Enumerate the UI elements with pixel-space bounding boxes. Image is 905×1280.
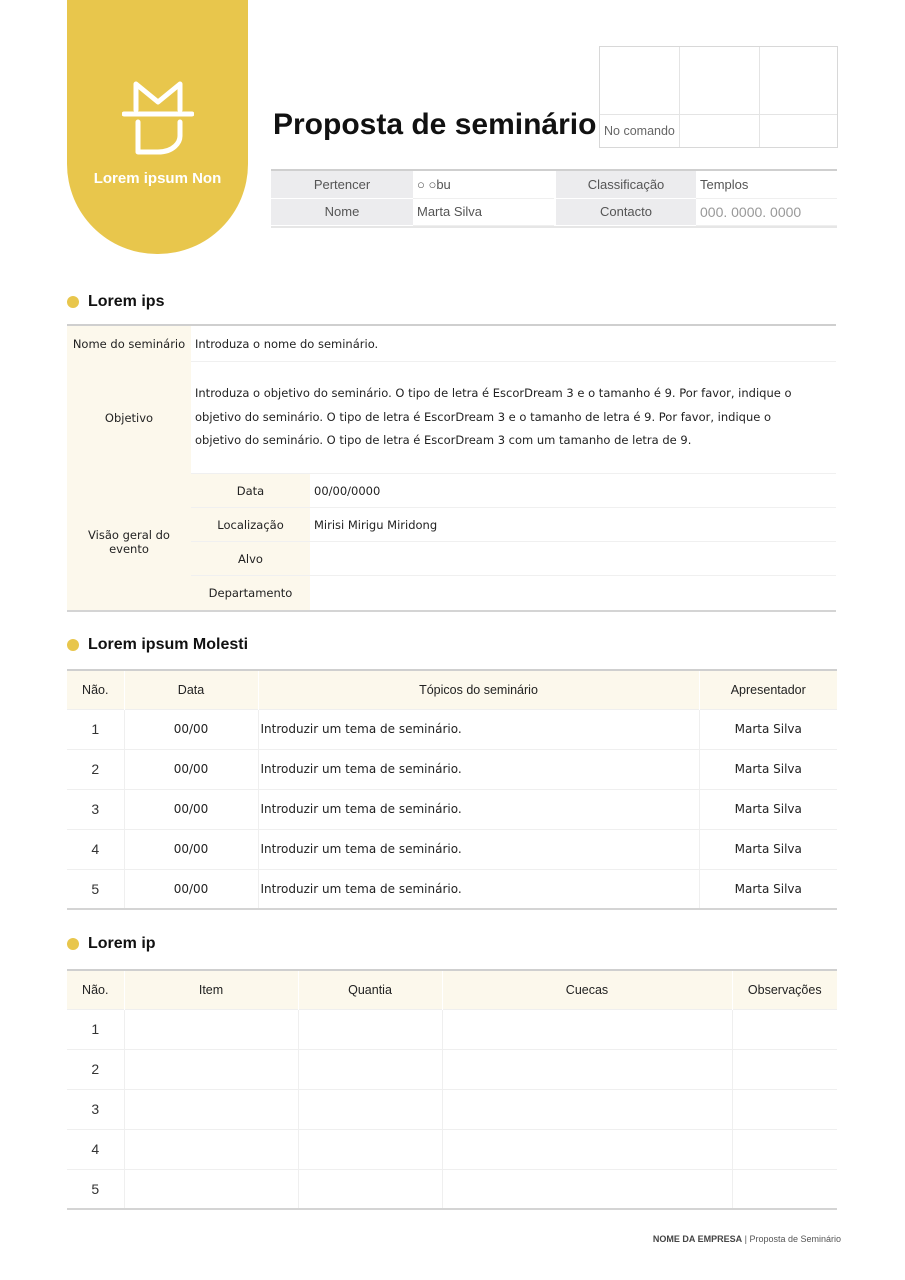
row-number: 5: [67, 1169, 124, 1209]
col-header: Não.: [67, 670, 124, 709]
approval-label-cell: [600, 115, 680, 147]
approval-cell[interactable]: [760, 47, 837, 115]
page-footer: [653, 1234, 841, 1244]
row-presenter[interactable]: Marta Silva: [699, 869, 837, 909]
row-topic[interactable]: Introduzir um tema de seminário.: [258, 749, 699, 789]
overview-location-label: Localização: [191, 508, 310, 541]
bullet-dot: [67, 938, 79, 950]
section-heading: [67, 935, 156, 953]
seminar-name-label: Nome do seminário: [67, 326, 191, 362]
notes-cell[interactable]: [732, 1089, 837, 1129]
table-row: [67, 869, 837, 909]
row-topic[interactable]: Introduzir um tema de seminário.: [258, 789, 699, 829]
cuecas-cell[interactable]: [442, 1129, 732, 1169]
row-presenter[interactable]: Marta Silva: [699, 829, 837, 869]
class-value[interactable]: Templos: [696, 171, 837, 199]
item-cell[interactable]: [124, 1049, 298, 1089]
row-number: 4: [67, 829, 124, 869]
quantity-cell[interactable]: [298, 1049, 442, 1089]
contact-label: Contacto: [554, 199, 696, 227]
overview-row: [191, 576, 836, 610]
overview-department-label: Departamento: [191, 576, 310, 610]
notes-cell[interactable]: [732, 1049, 837, 1089]
col-header: Observações: [732, 970, 837, 1009]
row-topic[interactable]: Introduzir um tema de seminário.: [258, 709, 699, 749]
section-title: Lorem ip: [88, 935, 156, 952]
logo-tab: [67, 0, 248, 254]
table-row: [67, 789, 837, 829]
item-cell[interactable]: [124, 1129, 298, 1169]
quantity-cell[interactable]: [298, 1089, 442, 1129]
cuecas-cell[interactable]: [442, 1169, 732, 1209]
seminar-name-value[interactable]: Introduza o nome do seminário.: [191, 326, 836, 362]
cuecas-cell[interactable]: [442, 1009, 732, 1049]
logo-icon: [122, 80, 194, 160]
cuecas-cell[interactable]: [442, 1089, 732, 1129]
row-topic[interactable]: Introduzir um tema de seminário.: [258, 869, 699, 909]
overview-table: [191, 474, 836, 610]
col-header: Apresentador: [699, 670, 837, 709]
row-presenter[interactable]: Marta Silva: [699, 789, 837, 829]
table-row: [67, 709, 837, 749]
item-cell[interactable]: [124, 1169, 298, 1209]
overview-row: [191, 508, 836, 542]
approval-cell[interactable]: [680, 47, 760, 115]
name-value[interactable]: Marta Silva: [413, 199, 554, 227]
contact-value[interactable]: 000. 0000. 0000: [696, 199, 837, 227]
belong-label: Pertencer: [271, 171, 413, 199]
items-table: [67, 969, 837, 1210]
bullet-dot: [67, 296, 79, 308]
objective-label: Objetivo: [67, 362, 191, 474]
row-number: 2: [67, 1049, 124, 1089]
seminar-details-table: [67, 324, 836, 612]
row-topic[interactable]: Introduzir um tema de seminário.: [258, 829, 699, 869]
row-date[interactable]: 00/00: [124, 749, 258, 789]
col-header: Item: [124, 970, 298, 1009]
row-date[interactable]: 00/00: [124, 869, 258, 909]
col-header: Data: [124, 670, 258, 709]
row-number: 3: [67, 789, 124, 829]
logo-name: Lorem ipsum Non: [93, 170, 222, 187]
col-header: Quantia: [298, 970, 442, 1009]
overview-location-value[interactable]: Mirisi Mirigu Miridong: [314, 517, 438, 532]
notes-cell[interactable]: [732, 1169, 837, 1209]
overview-label: Visão geral do evento: [67, 474, 191, 610]
objective-value[interactable]: Introduza o objetivo do seminário. O tipo de letra é EscorDream 3 e o tamanho é 9. Por favor, indique o objetivo do seminário. O tipo de letra é EscorDream 3 e o tamanho de letra é 9. Por favor, indique o objetivo do seminário. O tipo de letra é EscorDream 3 com um tamanho de letra de 9.: [191, 362, 836, 474]
table-row: [67, 1089, 837, 1129]
table-row: [67, 1129, 837, 1169]
approval-box: [599, 46, 838, 148]
approval-cell[interactable]: [680, 115, 760, 147]
bullet-dot: [67, 639, 79, 651]
overview-date-value[interactable]: 00/00/0000: [314, 483, 381, 498]
section-heading: [67, 293, 164, 311]
belong-value[interactable]: ○ ○bu: [413, 171, 554, 199]
row-number: 5: [67, 869, 124, 909]
row-presenter[interactable]: Marta Silva: [699, 709, 837, 749]
footer-company: NOME DA EMPRESA: [652, 1234, 743, 1244]
notes-cell[interactable]: [732, 1129, 837, 1169]
page-title: Proposta de seminário: [273, 108, 597, 141]
table-row: [67, 829, 837, 869]
row-date[interactable]: 00/00: [124, 829, 258, 869]
approval-label: No comando: [604, 124, 675, 138]
col-header: Não.: [67, 970, 124, 1009]
row-number: 1: [67, 709, 124, 749]
overview-date-label: Data: [191, 474, 310, 507]
overview-target-value[interactable]: [310, 542, 836, 575]
row-number: 2: [67, 749, 124, 789]
row-presenter[interactable]: Marta Silva: [699, 749, 837, 789]
approval-cell[interactable]: [600, 47, 680, 115]
section-title: Lorem ips: [88, 293, 165, 310]
name-label: Nome: [271, 199, 413, 227]
section-title: Lorem ipsum Molesti: [88, 636, 249, 653]
class-label: Classificação: [554, 171, 696, 199]
quantity-cell[interactable]: [298, 1009, 442, 1049]
row-number: 4: [67, 1129, 124, 1169]
row-number: 1: [67, 1009, 124, 1049]
col-header: Cuecas: [442, 970, 732, 1009]
quantity-cell[interactable]: [298, 1129, 442, 1169]
item-cell[interactable]: [124, 1009, 298, 1049]
col-header: Tópicos do seminário: [258, 670, 699, 709]
table-row: [67, 1169, 837, 1209]
row-number: 3: [67, 1089, 124, 1129]
overview-row: [191, 474, 836, 508]
quantity-cell[interactable]: [298, 1169, 442, 1209]
table-row: [67, 1009, 837, 1049]
overview-department-value[interactable]: [310, 576, 836, 610]
overview-row: [191, 542, 836, 576]
seminar-topics-table: [67, 669, 837, 910]
row-date[interactable]: 00/00: [124, 709, 258, 749]
table-row: [67, 749, 837, 789]
overview-target-label: Alvo: [191, 542, 310, 575]
table-row: [67, 1049, 837, 1089]
notes-cell[interactable]: [732, 1009, 837, 1049]
footer-doc-title: | Proposta de Seminário: [742, 1234, 841, 1244]
item-cell[interactable]: [124, 1089, 298, 1129]
approval-cell[interactable]: [760, 115, 837, 147]
row-date[interactable]: 00/00: [124, 789, 258, 829]
info-table: [271, 169, 837, 228]
section-heading: [67, 636, 248, 654]
cuecas-cell[interactable]: [442, 1049, 732, 1089]
